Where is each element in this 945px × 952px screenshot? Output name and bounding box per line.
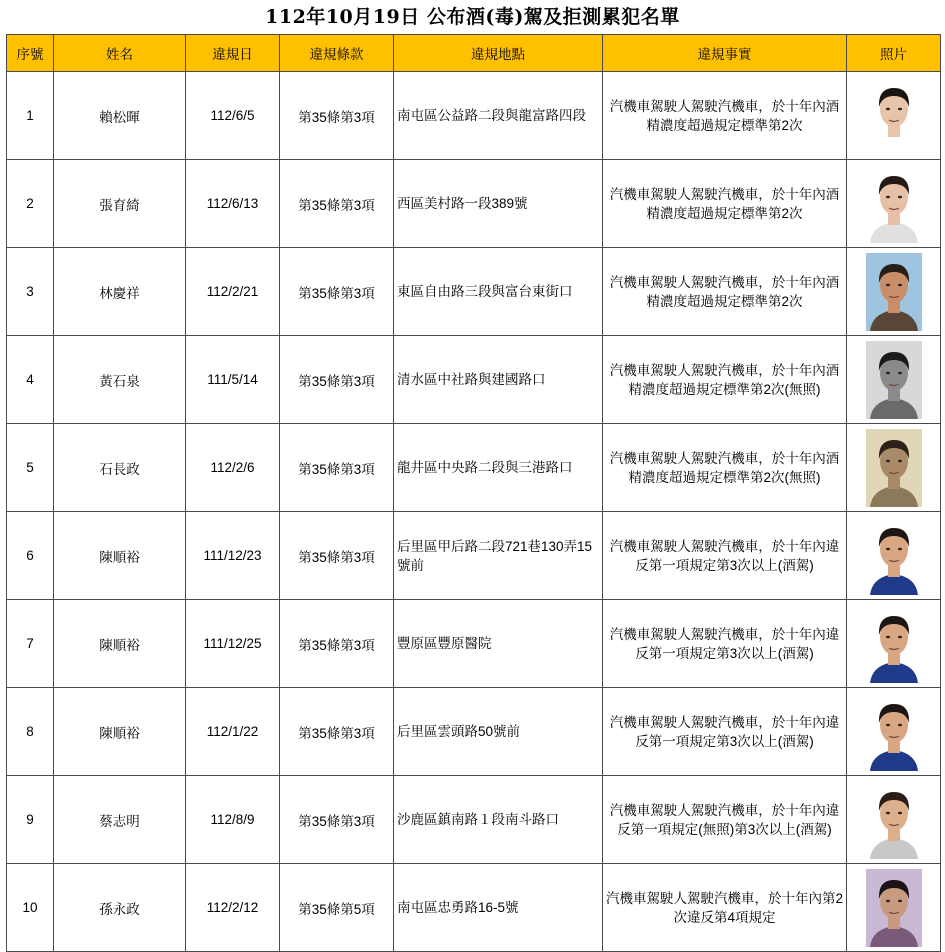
table-row (7, 160, 941, 248)
portrait-image (866, 517, 922, 595)
cell-name: 林慶祥 (54, 248, 186, 336)
cell-clause: 第35條第3項 (280, 600, 394, 688)
cell-name: 陳順裕 (54, 600, 186, 688)
cell-photo (847, 160, 941, 248)
portrait-photo (866, 341, 922, 419)
cell-no: 10 (7, 864, 54, 952)
cell-no: 7 (7, 600, 54, 688)
column-header-fact: 違規事實 (603, 35, 847, 72)
cell-location: 后里區甲后路二段721巷130弄15號前 (394, 512, 603, 600)
column-header-location: 違規地點 (394, 35, 603, 72)
column-header-clause: 違規條款 (280, 35, 394, 72)
column-header-photo: 照片 (847, 35, 941, 72)
cell-fact: 汽機車駕駛人駕駛汽機車，於十年內酒精濃度超過規定標準第2次(無照) (603, 424, 847, 512)
cell-clause: 第35條第3項 (280, 248, 394, 336)
cell-clause: 第35條第3項 (280, 160, 394, 248)
cell-fact: 汽機車駕駛人駕駛汽機車，於十年內酒精濃度超過規定標準第2次(無照) (603, 336, 847, 424)
portrait-photo (866, 605, 922, 683)
portrait-photo (866, 517, 922, 595)
cell-clause: 第35條第3項 (280, 72, 394, 160)
cell-clause: 第35條第3項 (280, 424, 394, 512)
table-row (7, 776, 941, 864)
portrait-image (866, 781, 922, 859)
portrait-photo (866, 781, 922, 859)
table-row (7, 248, 941, 336)
cell-photo (847, 424, 941, 512)
table-row (7, 336, 941, 424)
cell-location: 龍井區中央路二段與三港路口 (394, 424, 603, 512)
cell-photo (847, 688, 941, 776)
offender-table (6, 34, 941, 952)
table-row (7, 688, 941, 776)
cell-fact: 汽機車駕駛人駕駛汽機車，於十年內酒精濃度超過規定標準第2次 (603, 72, 847, 160)
cell-photo (847, 600, 941, 688)
cell-name: 陳順裕 (54, 512, 186, 600)
cell-no: 5 (7, 424, 54, 512)
cell-clause: 第35條第3項 (280, 688, 394, 776)
cell-no: 6 (7, 512, 54, 600)
cell-name: 賴松暉 (54, 72, 186, 160)
cell-fact: 汽機車駕駛人駕駛汽機車，於十年內第2次違反第4項規定 (603, 864, 847, 952)
cell-name: 張育綺 (54, 160, 186, 248)
cell-fact: 汽機車駕駛人駕駛汽機車，於十年內酒精濃度超過規定標準第2次 (603, 160, 847, 248)
cell-no: 8 (7, 688, 54, 776)
cell-photo (847, 336, 941, 424)
portrait-photo (866, 429, 922, 507)
cell-photo (847, 864, 941, 952)
cell-date: 112/2/12 (186, 864, 280, 952)
cell-photo (847, 512, 941, 600)
column-header-date: 違規日 (186, 35, 280, 72)
portrait-image (866, 429, 922, 507)
cell-date: 112/6/13 (186, 160, 280, 248)
cell-location: 南屯區公益路二段與龍富路四段 (394, 72, 603, 160)
cell-no: 4 (7, 336, 54, 424)
cell-date: 112/2/21 (186, 248, 280, 336)
cell-photo (847, 72, 941, 160)
cell-clause: 第35條第3項 (280, 336, 394, 424)
portrait-photo (866, 77, 922, 155)
cell-clause: 第35條第5項 (280, 864, 394, 952)
cell-name: 陳順裕 (54, 688, 186, 776)
cell-location: 豐原區豐原醫院 (394, 600, 603, 688)
cell-date: 112/1/22 (186, 688, 280, 776)
table-row (7, 512, 941, 600)
cell-fact: 汽機車駕駛人駕駛汽機車，於十年內違反第一項規定第3次以上(酒駕) (603, 600, 847, 688)
cell-photo (847, 248, 941, 336)
cell-fact: 汽機車駕駛人駕駛汽機車，於十年內違反第一項規定(無照)第3次以上(酒駕) (603, 776, 847, 864)
portrait-photo (866, 165, 922, 243)
column-header-name: 姓名 (54, 35, 186, 72)
cell-no: 2 (7, 160, 54, 248)
table-row (7, 424, 941, 512)
cell-location: 后里區雲頭路50號前 (394, 688, 603, 776)
cell-photo (847, 776, 941, 864)
cell-location: 西區美村路一段389號 (394, 160, 603, 248)
cell-no: 3 (7, 248, 54, 336)
column-header-no: 序號 (7, 35, 54, 72)
table-row (7, 864, 941, 952)
table-header-row (7, 35, 941, 72)
portrait-image (866, 605, 922, 683)
cell-date: 112/6/5 (186, 72, 280, 160)
cell-name: 黃石泉 (54, 336, 186, 424)
cell-location: 沙鹿區鎮南路１段南斗路口 (394, 776, 603, 864)
portrait-image (866, 341, 922, 419)
cell-location: 南屯區忠勇路16-5號 (394, 864, 603, 952)
portrait-photo (866, 693, 922, 771)
cell-name: 孫永政 (54, 864, 186, 952)
portrait-image (866, 253, 922, 331)
cell-no: 1 (7, 72, 54, 160)
cell-date: 111/12/23 (186, 512, 280, 600)
cell-fact: 汽機車駕駛人駕駛汽機車，於十年內違反第一項規定第3次以上(酒駕) (603, 688, 847, 776)
table-row (7, 72, 941, 160)
cell-date: 111/5/14 (186, 336, 280, 424)
portrait-photo (866, 253, 922, 331)
portrait-image (866, 693, 922, 771)
cell-clause: 第35條第3項 (280, 776, 394, 864)
cell-fact: 汽機車駕駛人駕駛汽機車，於十年內酒精濃度超過規定標準第2次 (603, 248, 847, 336)
portrait-image (866, 165, 922, 243)
portrait-image (866, 77, 922, 155)
cell-name: 石長政 (54, 424, 186, 512)
cell-name: 蔡志明 (54, 776, 186, 864)
table-row (7, 600, 941, 688)
cell-location: 東區自由路三段與富台東街口 (394, 248, 603, 336)
cell-no: 9 (7, 776, 54, 864)
cell-date: 112/8/9 (186, 776, 280, 864)
cell-date: 111/12/25 (186, 600, 280, 688)
page-title: 112年10月19日 公布酒(毒)駕及拒測累犯名單 (265, 6, 680, 28)
cell-location: 清水區中社路與建國路口 (394, 336, 603, 424)
cell-date: 112/2/6 (186, 424, 280, 512)
cell-fact: 汽機車駕駛人駕駛汽機車，於十年內違反第一項規定第3次以上(酒駕) (603, 512, 847, 600)
cell-clause: 第35條第3項 (280, 512, 394, 600)
